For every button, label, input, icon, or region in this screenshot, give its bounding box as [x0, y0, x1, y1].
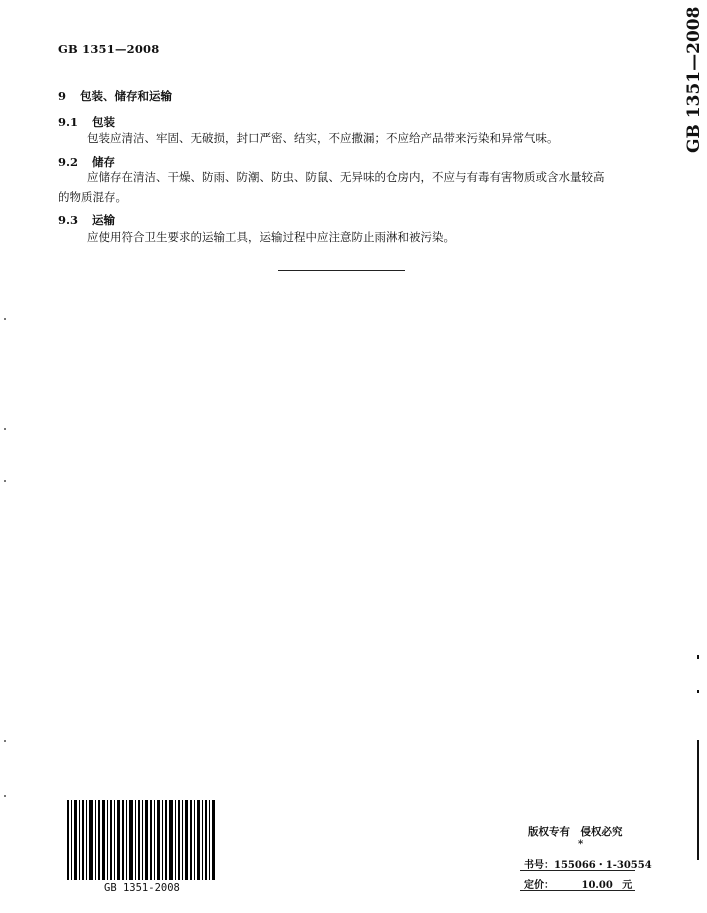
subsection-number: 9.3	[58, 213, 79, 227]
scan-edge-mark	[697, 690, 699, 693]
subsection-text: 应使用符合卫生要求的运输工具，运输过程中应注意防止雨淋和被污染。	[87, 230, 455, 244]
book-number-rule	[520, 870, 635, 871]
price-value: 10.00	[581, 880, 613, 891]
subsection-text-continued: 的物质混存。	[58, 190, 127, 204]
scan-speck	[4, 795, 6, 797]
section-title: 包装、储存和运输	[80, 89, 173, 103]
subsection-title: 运输	[92, 213, 116, 227]
scan-speck	[4, 318, 6, 320]
price-rule	[520, 890, 635, 891]
barcode-image	[67, 800, 217, 880]
price-unit: 元	[622, 880, 633, 891]
scan-edge-line	[697, 740, 699, 860]
copyright-notice: 版权专有 侵权必究	[528, 826, 623, 838]
barcode-label: GB 1351-2008	[104, 882, 180, 894]
standard-code-header: GB 1351—2008	[58, 42, 160, 56]
subsection-text: 包装应清洁、牢固、无破损，封口严密、结实，不应撒漏；不应给产品带来污染和异常气味。	[87, 131, 559, 145]
scan-edge-mark	[697, 655, 699, 659]
scan-speck	[4, 480, 6, 482]
subsection-heading	[58, 212, 115, 228]
subsection-title: 包装	[92, 115, 116, 129]
subsection-heading	[58, 154, 115, 170]
scan-speck	[4, 740, 6, 742]
subsection-title: 储存	[92, 155, 116, 169]
section-heading	[58, 88, 172, 104]
end-rule	[278, 270, 405, 271]
subsection-heading	[58, 114, 115, 130]
star-mark: *	[578, 839, 584, 850]
section-number: 9	[58, 89, 67, 103]
price-line	[524, 876, 632, 891]
subsection-text: 应储存在清洁、干燥、防雨、防潮、防虫、防鼠、无异味的仓房内，不应与有毒有害物质或含水量较高	[87, 170, 605, 184]
subsection-number: 9.2	[58, 155, 79, 169]
side-standard-code: GB 1351—2008	[684, 6, 704, 153]
subsection-number: 9.1	[58, 115, 79, 129]
price-label: 定价：	[524, 880, 554, 891]
book-number: 书号：155066・1-30554	[524, 860, 652, 871]
scan-speck	[4, 428, 6, 430]
